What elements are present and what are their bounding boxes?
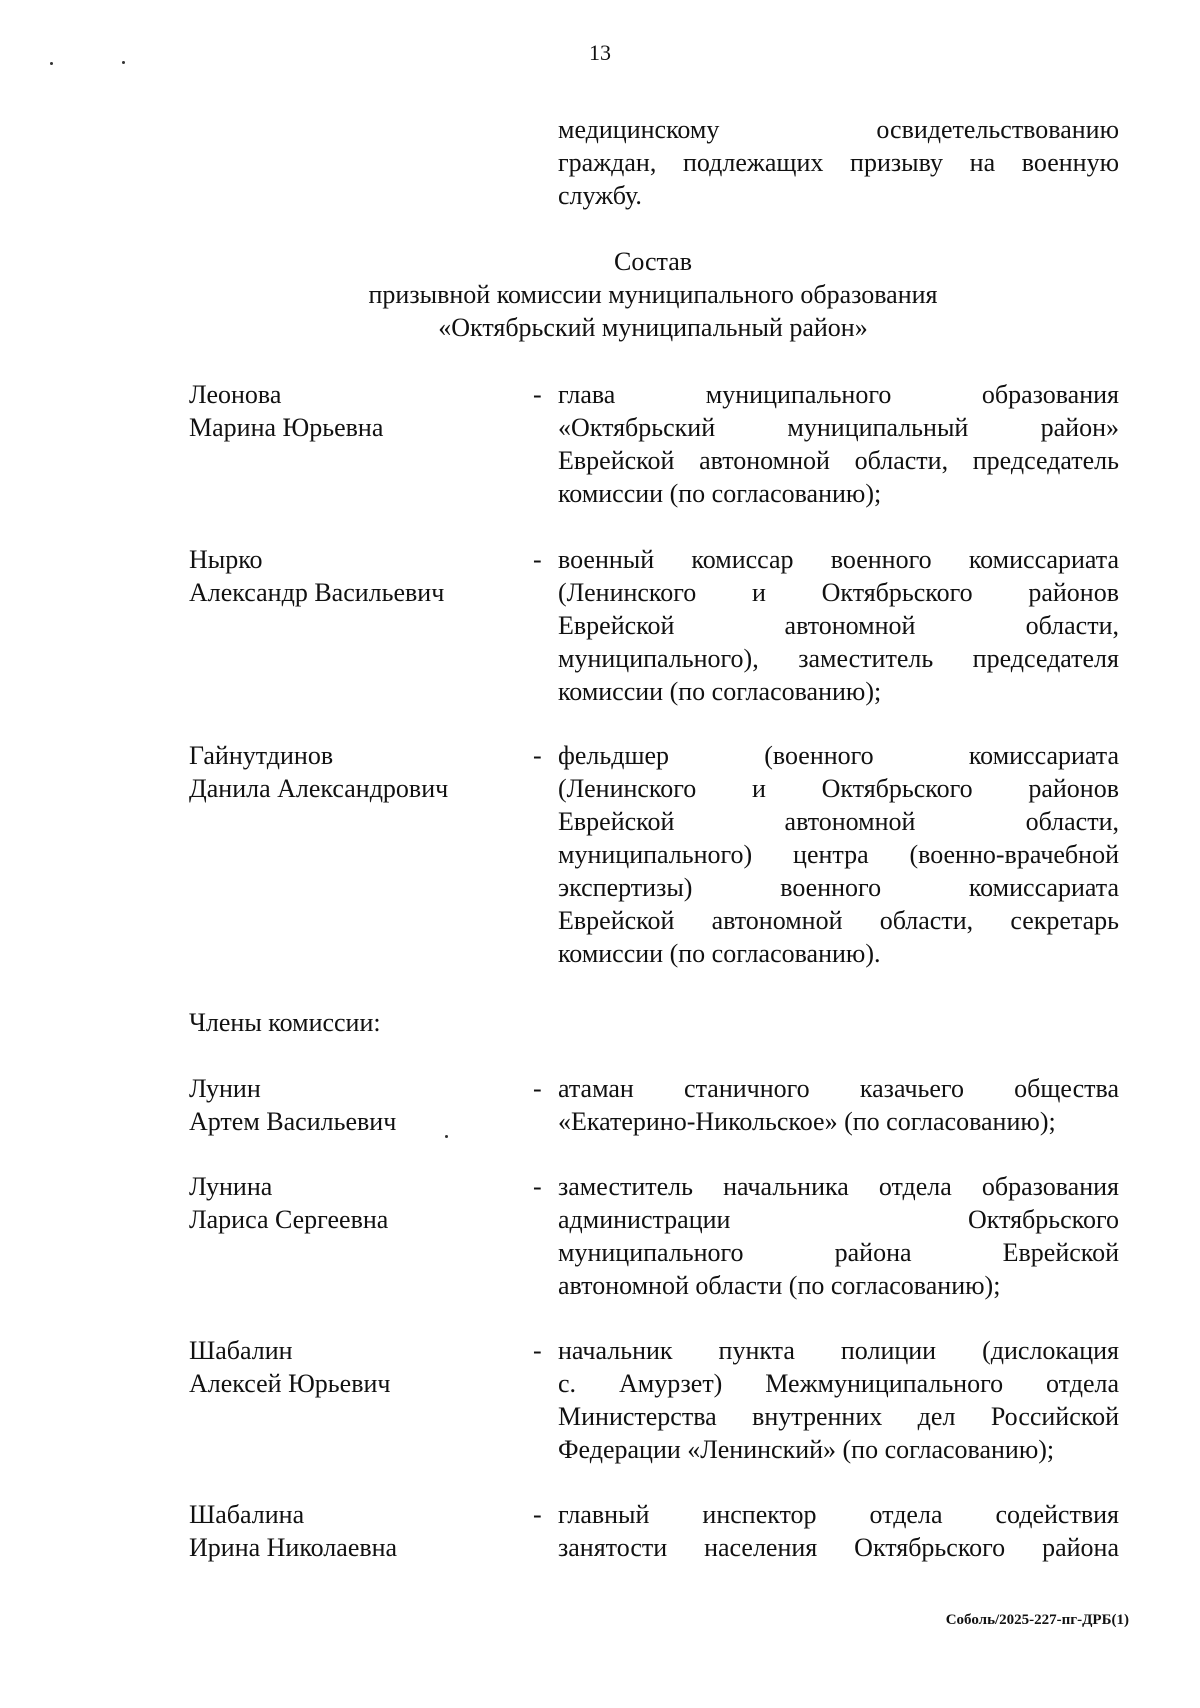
role-line: фельдшер (военного комиссариата [558,741,1119,770]
person-given-name: Артем Васильевич [189,1107,397,1136]
role-line: Еврейской автономной области, председатель [558,446,1119,475]
person-name [189,1498,529,1564]
person-surname: Гайнутдинов [189,741,334,770]
role-line: военный комиссар военного комиссариата [558,545,1119,574]
title-line: «Октябрьский муниципальный район» [438,313,868,342]
role-line: комиссии (по согласованию); [558,677,882,706]
person-name [189,1072,529,1138]
person-given-name: Александр Васильевич [189,578,445,607]
document-code: Соболь/2025-227-пг-ДРБ(1) [945,1612,1129,1628]
person-given-name: Данила Александрович [189,774,449,803]
person-role [558,1170,1119,1302]
role-line: Еврейской автономной области, секретарь [558,906,1119,935]
page-number: 13 [589,40,611,65]
title-line: призывной комиссии муниципального образования [368,280,938,309]
role-line: глава муниципального образования [558,380,1119,409]
role-line: Федерации «Ленинский» (по согласованию); [558,1435,1055,1464]
role-line: заместитель начальника отдела образования [558,1172,1119,1201]
dash: - [533,380,542,409]
person-given-name: Алексей Юрьевич [189,1369,391,1398]
role-line: Еврейской автономной области, [558,807,1119,836]
person-surname: Лунина [189,1172,273,1201]
person-role [558,739,1119,970]
person-surname: Лунин [189,1074,261,1103]
members-heading: Члены комиссии: [189,1008,381,1037]
role-line: муниципального района Еврейской [558,1238,1119,1267]
role-line: занятости населения Октябрьского района [558,1533,1119,1562]
dash: - [533,545,542,574]
role-line: комиссии (по согласованию); [558,479,882,508]
role-line: Еврейской автономной области, [558,611,1119,640]
role-line: комиссии (по согласованию). [558,939,881,968]
header-line: граждан, подлежащих призыву на военную [558,148,1119,177]
person-name [189,1170,529,1236]
role-line: начальник пункта полиции (дислокация [558,1336,1119,1365]
document-title [0,245,1200,344]
person-given-name: Ирина Николаевна [189,1533,398,1562]
role-line: администрации Октябрьского [558,1205,1119,1234]
role-line: Министерства внутренних дел Российской [558,1402,1119,1431]
role-line: «Екатерино-Никольское» (по согласованию); [558,1107,1056,1136]
role-line: (Ленинского и Октябрьского районов [558,774,1119,803]
dash: - [533,1074,542,1103]
role-line: атаман станичного казачьего общества [558,1074,1119,1103]
appendix-header [558,113,1119,212]
person-role [558,1334,1119,1466]
role-line: с. Амурзет) Межмуниципального отдела [558,1369,1119,1398]
role-line: (Ленинского и Октябрьского районов [558,578,1119,607]
person-name [189,739,529,805]
dash: - [533,1500,542,1529]
person-surname: Леонова [189,380,282,409]
role-line: «Октябрьский муниципальный район» [558,413,1119,442]
role-line: главный инспектор отдела содействия [558,1500,1119,1529]
role-line: муниципального) центра (военно-врачебной [558,840,1119,869]
role-line: муниципального), заместитель председателя [558,644,1119,673]
role-line: автономной области (по согласованию); [558,1271,1001,1300]
person-surname: Шабалина [189,1500,305,1529]
dash: - [533,1336,542,1365]
person-given-name: Лариса Сергеевна [189,1205,389,1234]
person-name [189,378,529,444]
header-line: медицинскому освидетельствованию [558,115,1119,144]
person-role [558,1498,1119,1564]
title-line: Состав [613,247,693,276]
person-name [189,543,529,609]
person-given-name: Марина Юрьевна [189,413,384,442]
person-role [558,543,1119,708]
person-surname: Нырко [189,545,263,574]
role-line: экспертизы) военного комиссариата [558,873,1119,902]
person-name [189,1334,529,1400]
person-role [558,1072,1119,1138]
person-surname: Шабалин [189,1336,293,1365]
header-line: службу. [558,181,642,210]
dash: - [533,741,542,770]
dash: - [533,1172,542,1201]
person-role [558,378,1119,510]
